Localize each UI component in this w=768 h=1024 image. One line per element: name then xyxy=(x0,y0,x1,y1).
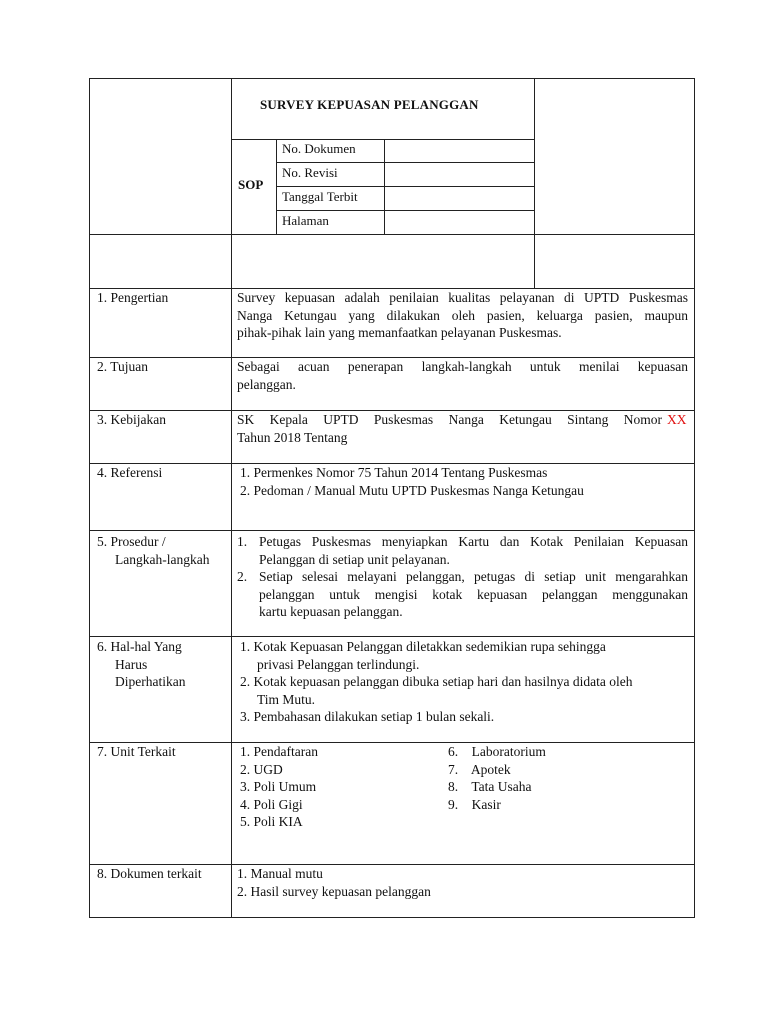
referensi-item-2: 2. Pedoman / Manual Mutu UPTD Puskesmas Nanga Ketungau xyxy=(240,482,584,498)
sop-label: SOP xyxy=(238,177,264,192)
meta-tanggal-terbit: Tanggal Terbit xyxy=(282,189,358,204)
prosedur-item-2-line-1: Setiap selesai melayani pelanggan, petugas di setiap unit mengarahkan xyxy=(259,569,688,584)
referensi-item-1: 1. Permenkes Nomor 75 Tahun 2014 Tentang Puskesmas xyxy=(240,465,548,480)
label-langkah: Langkah-langkah xyxy=(115,551,210,567)
border-left xyxy=(89,78,90,918)
label-prosedur: 5. Prosedur / xyxy=(97,534,166,549)
border-top xyxy=(89,78,695,79)
row-line-4 xyxy=(89,530,695,531)
prosedur-item-1-line-2: Pelanggan di setiap unit pelayanan. xyxy=(259,551,450,567)
prosedur-number-2: 2. xyxy=(237,569,248,584)
halhal-line-1: 1. Kotak Kepuasan Pelanggan diletakkan sedemikian rupa sehingga xyxy=(240,639,606,654)
label-halhal: 6. Hal-hal Yang xyxy=(97,639,182,654)
pengertian-line-2: Nanga Ketungau yang dilakukan oleh pasien, keluarga pasien, maupun xyxy=(237,307,688,323)
row-line-5 xyxy=(89,636,695,637)
kebijakan-line-1: SK Kepala UPTD Puskesmas Nanga Ketungau Sintang Nomor xyxy=(237,412,662,427)
unit-item-7: 7. Apotek xyxy=(448,761,511,777)
label-pengertian: 1. Pengertian xyxy=(97,290,169,305)
label-kebijakan: 3. Kebijakan xyxy=(97,412,166,427)
halhal-line-2: privasi Pelanggan terlindungi. xyxy=(257,656,420,672)
meta-line-1 xyxy=(276,162,535,163)
prosedur-item-2-line-3: kartu kepuasan pelanggan. xyxy=(259,604,403,619)
label-tujuan: 2. Tujuan xyxy=(97,359,149,374)
row-line-6 xyxy=(89,742,695,743)
dokumen-item-1: 1. Manual mutu xyxy=(237,866,323,881)
body-divider xyxy=(231,288,232,918)
meta-no-revisi: No. Revisi xyxy=(282,165,338,180)
pengertian-line-3: pihak-pihak lain yang memanfaatkan pelayanan Puskesmas. xyxy=(237,325,562,340)
unit-item-4: 4. Poli Gigi xyxy=(240,796,303,812)
label-diperhatikan: Diperhatikan xyxy=(115,674,186,689)
tujuan-line-1: Sebagai acuan penerapan langkah-langkah untuk menilai kepuasan xyxy=(237,359,688,374)
header-divider-right xyxy=(534,78,535,288)
meta-line-3 xyxy=(276,210,535,211)
label-referensi: 4. Referensi xyxy=(97,465,163,480)
document-title: SURVEY KEPUASAN PELANGGAN xyxy=(260,97,479,112)
halhal-line-5: 3. Pembahasan dilakukan setiap 1 bulan sekali. xyxy=(240,709,495,724)
pengertian-line-1: Survey kepuasan adalah penilaian kualitas pelayanan di UPTD Puskesmas xyxy=(237,290,688,305)
kebijakan-line-2: Tahun 2018 Tentang xyxy=(237,429,348,445)
prosedur-item-2-line-2: pelanggan untuk mengisi kotak kepuasan pelanggan menggunakan xyxy=(259,586,688,602)
dokumen-item-2: 2. Hasil survey kepuasan pelanggan xyxy=(237,883,431,899)
unit-item-3: 3. Poli Umum xyxy=(240,779,317,794)
header-divider-left xyxy=(231,78,232,288)
unit-item-1: 1. Pendaftaran xyxy=(240,744,318,759)
tujuan-line-2: pelanggan. xyxy=(237,376,296,392)
kebijakan-nomor-placeholder: XX xyxy=(667,412,687,427)
label-unit-terkait: 7. Unit Terkait xyxy=(97,744,176,759)
unit-item-5: 5. Poli KIA xyxy=(240,814,303,829)
unit-item-8: 8. Tata Usaha xyxy=(448,779,532,794)
prosedur-number-1: 1. xyxy=(237,534,248,549)
meta-halaman: Halaman xyxy=(282,213,329,228)
unit-item-6: 6. Laboratorium xyxy=(448,744,546,759)
prosedur-item-1-line-1: Petugas Puskesmas menyiapkan Kartu dan Kotak Penilaian Kepuasan xyxy=(259,534,688,549)
header-line xyxy=(89,234,695,235)
halhal-line-4: Tim Mutu. xyxy=(257,691,316,707)
border-right xyxy=(694,78,695,918)
title-bottom xyxy=(231,139,535,140)
label-dokumen-terkait: 8. Dokumen terkait xyxy=(97,866,202,881)
halhal-line-3: 2. Kotak kepuasan pelanggan dibuka setiap hari dan hasilnya didata oleh xyxy=(240,674,633,689)
unit-item-2: 2. UGD xyxy=(240,761,283,777)
border-bottom xyxy=(89,917,695,918)
meta-line-2 xyxy=(276,186,535,187)
unit-item-9: 9. Kasir xyxy=(448,796,501,812)
meta-no-dokumen: No. Dokumen xyxy=(282,141,356,156)
label-harus: Harus xyxy=(115,656,148,672)
